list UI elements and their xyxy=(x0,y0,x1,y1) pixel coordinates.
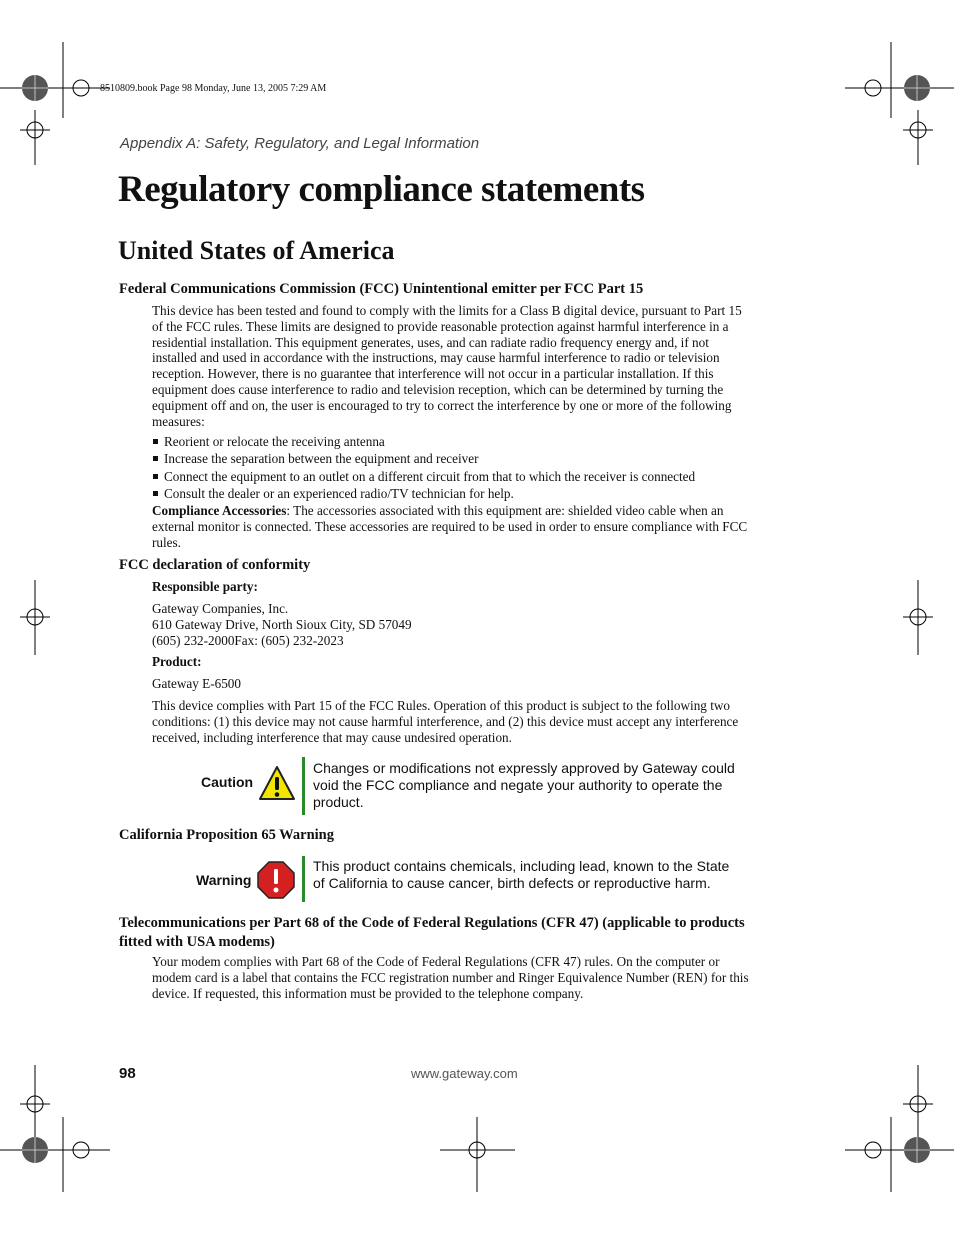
paragraph-line: modem card is a label that contains the FCC registration number and Ringer Equivalence Number (REN) for this xyxy=(152,969,749,985)
warning-text xyxy=(313,858,743,892)
telecom-heading xyxy=(119,914,819,952)
list-item: Connect the equipment to an outlet on a different circuit from that to which the receiver is connected xyxy=(152,468,802,485)
paragraph-line: This device has been tested and found to comply with the limits for a Class B digital device, pursuant to Part 15 xyxy=(152,303,742,318)
notice-line: of California to cause cancer, birth defects or reproductive harm. xyxy=(313,875,711,891)
list-item: Increase the separation between the equipment and receiver xyxy=(152,450,802,467)
paragraph-line: : The accessories associated with this equipment are: shielded video cable when an xyxy=(286,503,724,518)
telecom-paragraph xyxy=(152,954,802,1001)
heading-line: fitted with USA modems) xyxy=(119,934,275,950)
print-slug: 8510809.book Page 98 Monday, June 13, 2005 7:29 AM xyxy=(100,83,327,94)
paragraph-line: conditions: (1) this device may not cause harmful interference, and (2) this device must accept any interference xyxy=(152,713,739,729)
section-title: United States of America xyxy=(118,236,395,265)
responsible-party-label: Responsible party: xyxy=(152,579,258,594)
caution-label: Caution xyxy=(201,774,254,790)
fcc-part15-paragraph xyxy=(152,303,802,429)
paragraph-line: device. If requested, this information must be provided to the telephone company. xyxy=(152,985,584,1001)
paragraph-line: reception. However, there is no guarantee that interference will not occur in a particular installation. If this xyxy=(152,366,714,382)
page-title: Regulatory compliance statements xyxy=(118,169,645,210)
paragraph-line: of the FCC rules. These limits are designed to provide reasonable protection against harmful interference in a xyxy=(152,318,729,334)
compliance-conditions-paragraph xyxy=(152,698,802,745)
paragraph-line: equipment does cause interference to radio and television reception, which can be determined by turning the xyxy=(152,381,724,397)
warning-octagon-icon xyxy=(257,861,295,899)
caution-text xyxy=(313,760,743,811)
prop65-heading: California Proposition 65 Warning xyxy=(119,827,334,843)
paragraph-line: installed and used in accordance with the instructions, may cause harmful interference to radio or television xyxy=(152,350,720,366)
list-item: Reorient or relocate the receiving antenna xyxy=(152,433,802,450)
compliance-accessories-paragraph xyxy=(152,503,802,550)
warning-divider xyxy=(302,856,305,902)
compliance-accessories-label: Compliance Accessories xyxy=(152,503,287,518)
notice-line: Changes or modifications not expressly approved by Gateway could xyxy=(313,760,735,776)
page-number: 98 xyxy=(119,1065,136,1082)
list-item: Consult the dealer or an experienced radio/TV technician for help. xyxy=(152,485,802,502)
paragraph-line: equipment off and on, the user is encouraged to try to correct the interference by one or more of the following xyxy=(152,397,732,413)
caution-divider xyxy=(302,757,305,815)
paragraph-line: Your modem complies with Part 68 of the Code of Federal Regulations (CFR 47) rules. On the computer or xyxy=(152,954,720,969)
notice-line: This product contains chemicals, including lead, known to the State xyxy=(313,858,730,874)
measures-list xyxy=(152,433,802,502)
warning-label: Warning xyxy=(196,872,252,888)
notice-line: void the FCC compliance and negate your authority to operate the xyxy=(313,777,723,793)
address-line: Gateway Companies, Inc. xyxy=(152,601,289,616)
paragraph-line: received, including interference that may cause undesired operation. xyxy=(152,729,512,745)
paragraph-line: residential installation. This equipment generates, uses, and can radiate radio frequency energy and, if not xyxy=(152,334,709,350)
heading-line: Telecommunications per Part 68 of the Code of Federal Regulations (CFR 47) (applicable to products xyxy=(119,915,745,931)
footer-url[interactable]: www.gateway.com xyxy=(411,1066,518,1081)
paragraph-line: measures: xyxy=(152,413,205,429)
paragraph-line: This device complies with Part 15 of the FCC Rules. Operation of this product is subject to the following two xyxy=(152,698,730,713)
product-name: Gateway E-6500 xyxy=(152,676,241,691)
declaration-heading: FCC declaration of conformity xyxy=(119,557,311,573)
paragraph-line: external monitor is connected. These accessories are required to be used in order to ensure compliance with FCC xyxy=(152,518,748,534)
notice-line: product. xyxy=(313,794,364,810)
product-label: Product: xyxy=(152,654,202,669)
responsible-party-address xyxy=(152,601,802,648)
paragraph-line: rules. xyxy=(152,534,181,550)
address-line: 610 Gateway Drive, North Sioux City, SD 57049 xyxy=(152,616,412,632)
fcc-part15-heading: Federal Communications Commission (FCC) Unintentional emitter per FCC Part 15 xyxy=(119,281,644,297)
running-head: Appendix A: Safety, Regulatory, and Legal Information xyxy=(120,135,480,152)
caution-triangle-icon xyxy=(258,764,296,802)
address-line: (605) 232-2000Fax: (605) 232-2023 xyxy=(152,632,344,648)
